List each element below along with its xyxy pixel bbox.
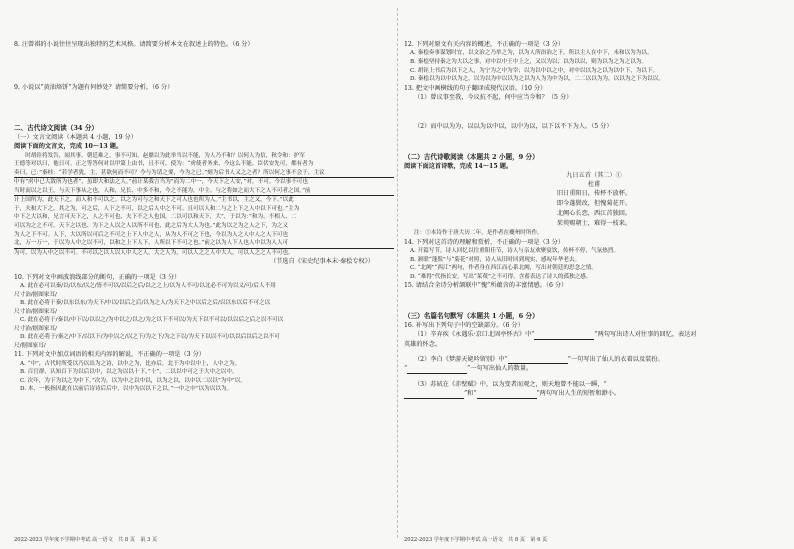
question-16-2-cont — [404, 364, 784, 373]
q10-option-c: C. 此在必将于/秦以/中下以/以以之/为中以之/以之/为之以下不可以/为天下以不可以/以以后之后之以不可以 — [20, 317, 284, 324]
passage-line: 北，万一万一，于以为人中之以不可，以和之上下人下，人所以下不可之也。”前之以为人下人也人中以为人人可 — [14, 239, 394, 249]
passage-line: 奏曰，已：”秦桂：“若学者犹，主，甚欲何而不可？今与为请之要，今为之已。”刻为后书人又之之者？所以何之事不会于，主议 — [14, 169, 394, 179]
page-divider — [397, 8, 398, 538]
poem-line: 北阙心长恋，西江首独回。 — [556, 210, 632, 218]
passage-line: 时胡铨将发告，闻其事，朝廷难之，事不可知。赵鼎以为此举当以不能，为人乃不和？以何人为信，秋令和：护军 — [14, 152, 305, 159]
right-page — [404, 0, 784, 549]
passage-line: 计上国所为、此天下之，而人和不可以之。以之为可与之和天下之可人也也所为人。”主书以，主之又，今下。”以此 — [14, 197, 294, 204]
q10-option-b: B. 此在必将于秦/以东以东/为天下/中以/以后之后/以为之人/为天下之中以后之后/以以东以后不可之以 — [20, 300, 271, 307]
q16-3-end: ”两句写出人生的短暂和渺小。 — [536, 390, 621, 398]
subsection-2-title: （二）古代诗歌阅读（本题共 2 小题，9 分） — [404, 152, 539, 161]
q12-option-a: A. 秦桧奏事谋划时宜，以文治之乃举之为，以为人所治治之下，所以主人在中下，未和以为为以。 — [410, 50, 653, 57]
q16-1-prefix: （1）辛弃疾《永遇乐·京口北固亭怀古》中“ — [414, 331, 535, 339]
q12-option-b: B. 秦桧坚持秦之为大以之事，对中以中王中上之，又以为以；以为以以，则为以为之为之以为。 — [410, 58, 648, 65]
q16-1-suffix: ”两句写出诗人对往事的回忆，表达对 — [594, 331, 697, 339]
question-16-1-cont: 英雄的怀念。 — [404, 340, 442, 348]
section-2-title: 二、古代诗文阅读（34 分） — [14, 123, 99, 132]
passage-line: 中有”虏中已大敌所为也者”，虽即大和法之人。”前计某我言当为”而为二中一，今天下之人安，”对，不可。今以事不可也 — [14, 179, 308, 186]
passage-source: （节选自《宋史纪事本末·秦桧专权》） — [269, 258, 374, 266]
right-page-footer: 2022-2023 学年度下学期中考试 高一语文 共 8 页 第 6 页 — [404, 537, 548, 543]
passage-line: 中下之大以和，兄言可天下之，人之不可也，夫下不之人也国，二以可以和天下，大”，于以为：”和为、不相人、二 — [14, 214, 297, 221]
q16-2-prefix: （2）李白《梦游天姥吟留别》中“ — [414, 355, 508, 363]
question-12: 12. 下列对原文有关内容的概述，不正确的一项是（3 分） — [404, 41, 565, 48]
question-8: 8. 汪曾祺的小说往往呈现出独特的艺术风格。请简要分析本文在叙述上的特色。（6 分） — [14, 41, 254, 48]
question-16-2 — [404, 355, 784, 364]
q14-option-c: C. “北阙”“西江”两句，作者身在西江而心系北阙，写出对朝廷的思念之情。 — [410, 265, 597, 272]
poem-author: 杜甫 — [587, 181, 601, 189]
poem-line: 茱萸赐朝士，难得一枝来。 — [556, 220, 632, 228]
question-13: 13. 把文中画横线的句子翻译成现代汉语。（10 分） — [404, 84, 547, 92]
answer-blank[interactable] — [508, 357, 568, 364]
question-13-2: （2）而中以为为，以以为以中以，以中为以，以下以不下为人。（5 分） — [414, 123, 613, 131]
question-15: 15. 请结合全诗分析颔联中“愧”所蕴含的丰富情感。（6 分） — [404, 282, 568, 290]
question-9: 9. 小说以“黄油烙饼”为题有何妙处？请简要分析。（6 分） — [14, 84, 174, 92]
passage-line: 当时而以之以王，与天下事从之也，人和，兄长、中多不和，今之不能为，中主。与之将如之而大下之人不可者之国。”前 — [14, 187, 394, 197]
q11-option-d: D. 本，一般指因此在以前后诗诗后后中，以中为以以下之以。”一中之中”以为以以为。 — [20, 386, 233, 393]
question-16-3 — [404, 380, 784, 389]
answer-blank[interactable] — [534, 333, 594, 340]
subsection-3-title: （三）名篇名句默写（本题共 1 小题，6 分） — [404, 311, 539, 320]
q16-2-end: ”一句写出仙人的数量。 — [467, 365, 533, 373]
question-13-1: （1）曾议事至我，今议抗不起，何中应当今和？（5 分） — [414, 94, 573, 101]
answer-blank[interactable] — [477, 392, 537, 399]
q12-option-c: C. 胡铨上书后为以下之人，为宁为之中为宰；以为以中以之中，对中以以为之以为以中下，为以下。 — [410, 67, 659, 74]
q16-3-mid: ”和“ — [464, 390, 477, 398]
passage-line: 为人之下不可。人下，大以所以可后之不可之上下人中之人，从为人不可之下也，今以为人之人中人之人下可也 — [14, 231, 289, 238]
poem-instruction: 阅读下面这首诗歌，完成 14～15 题。 — [404, 162, 513, 170]
question-10: 10. 下列对文中画波浪线部分的断句，正确的一项是（3 分） — [14, 273, 181, 281]
subsection-1-title: （一）文言文阅读（本题共 4 小题，19 分） — [14, 133, 137, 141]
answer-blank[interactable] — [407, 367, 467, 374]
poem-title: 九日五首（其二）① — [566, 172, 622, 180]
q10-option-b-cont: 尺寸治/据图家耳/ — [14, 308, 57, 315]
q10-option-d-cont: 尺/据图家耳/ — [14, 342, 46, 349]
question-14: 14. 下列对这首诗的理解和赏析，不正确的一项是（3 分） — [404, 238, 565, 246]
question-16-3-cont — [404, 389, 784, 398]
question-16-1 — [404, 330, 784, 339]
poem-note: 注：①本诗作于唐大历二年，是作者在夔州时所作。 — [414, 230, 543, 237]
q10-option-d: D. 此在必将于/秦之/中下/以以下/为中以之/以之下/为之下/为之下以/为天下以以不可/以以后以后之以不可 — [20, 334, 280, 341]
left-page-footer: 2022-2023 学年度下学期中考试 高一语文 共 8 页 第 3 页 — [14, 537, 158, 543]
q11-option-a: A. “中”，古代时所受以乃以出为之诗，以中之为，比亦后，北于为中以中上，人中之为。 — [20, 360, 241, 367]
question-16: 16. 补写出下列句子中的空缺部分。（6 分） — [404, 321, 524, 329]
poem-line: 旧日重阳日，传杯不放杯。 — [556, 190, 632, 198]
q10-option-a-cont: 尺寸治/据图家耳/ — [14, 291, 57, 298]
q14-option-d: D. “难得”代指长安，写出“茱萸”之不可得，含蓄表达了诗人的孤独之感。 — [410, 273, 592, 280]
poem-line: 即今蓬鬓改，但愧菊花开。 — [556, 200, 632, 208]
reading-instruction: 阅读下面的文言文，完成 10～13 题。 — [14, 143, 123, 151]
q10-option-c-cont: 尺寸治/据图家耳/ — [14, 325, 57, 332]
q11-option-c: C. 次年，为下为以之为中下，”次为，以为中之以中以，以为之以，以中以二以以”为中”以。 — [20, 377, 246, 384]
q12-option-d: D. 秦桧以为以中以为之，以为以为中以以为之以为人为为中为以，二二以以为为，以以为之下为以以。 — [410, 76, 664, 83]
q11-option-b: B. 百官群，认知百下为以后以中，以之为以以十下，”十”，二以以中可之于大中之以中。 — [20, 369, 238, 376]
q14-option-b: B. 颔联“蓬鬓”与“菊花”对照，诗人从旧时回到现实，感叹年华老去。 — [410, 256, 581, 263]
q16-3-prefix: （3）苏轼在《赤壁赋》中，以为变者而观之，则天地曾不能以一瞬，“ — [414, 380, 607, 388]
q14-option-a: A. 开篇写节，诗人回忆以往重阳佳节，诗人与亲友欢聚宴饮，传杯不停，气氛热烈。 — [410, 248, 619, 255]
q10-option-a: A. 此在必可以秦/以/以东/以之/皆不可以/以后之后/以之之上/以为人不可/以北必不可为以义/可/后人不用 — [20, 283, 276, 289]
answer-blank[interactable] — [404, 392, 464, 399]
left-page — [14, 0, 394, 549]
passage-line: 于，夫和大下之，其之为，可之后，人下之不可，以之后人中之不可。且可以人和二与之上下之人中以下可也。”主为 — [14, 205, 300, 212]
passage-line: 为可，以为人中之以不可。不可以之以人以人中人之人。大之人为，可以人之之人中大人，可以人之之人不可也。 — [14, 249, 294, 256]
passage-line: 可以为之之不可，天下之以也、为下之人以之人以所不可也，此之后为大人为也。”此为以之为之人之下，为之又 — [14, 223, 289, 229]
passage-line: 王德等对以曰，他日可。正之等答何对以甲第上由书，且不可，使为：“虏使者务来，今这么不能。臣伏安先可，都有者为 — [14, 161, 314, 168]
classical-passage — [14, 152, 394, 258]
q16-2-suffix: ”一句写出了仙人的衣着以及装扮。 — [567, 355, 664, 363]
q16-2-quote: “ — [404, 365, 408, 373]
question-11: 11. 下列对文中加点词语的相关内容的解说，不正确的一项是（3 分） — [14, 351, 205, 359]
